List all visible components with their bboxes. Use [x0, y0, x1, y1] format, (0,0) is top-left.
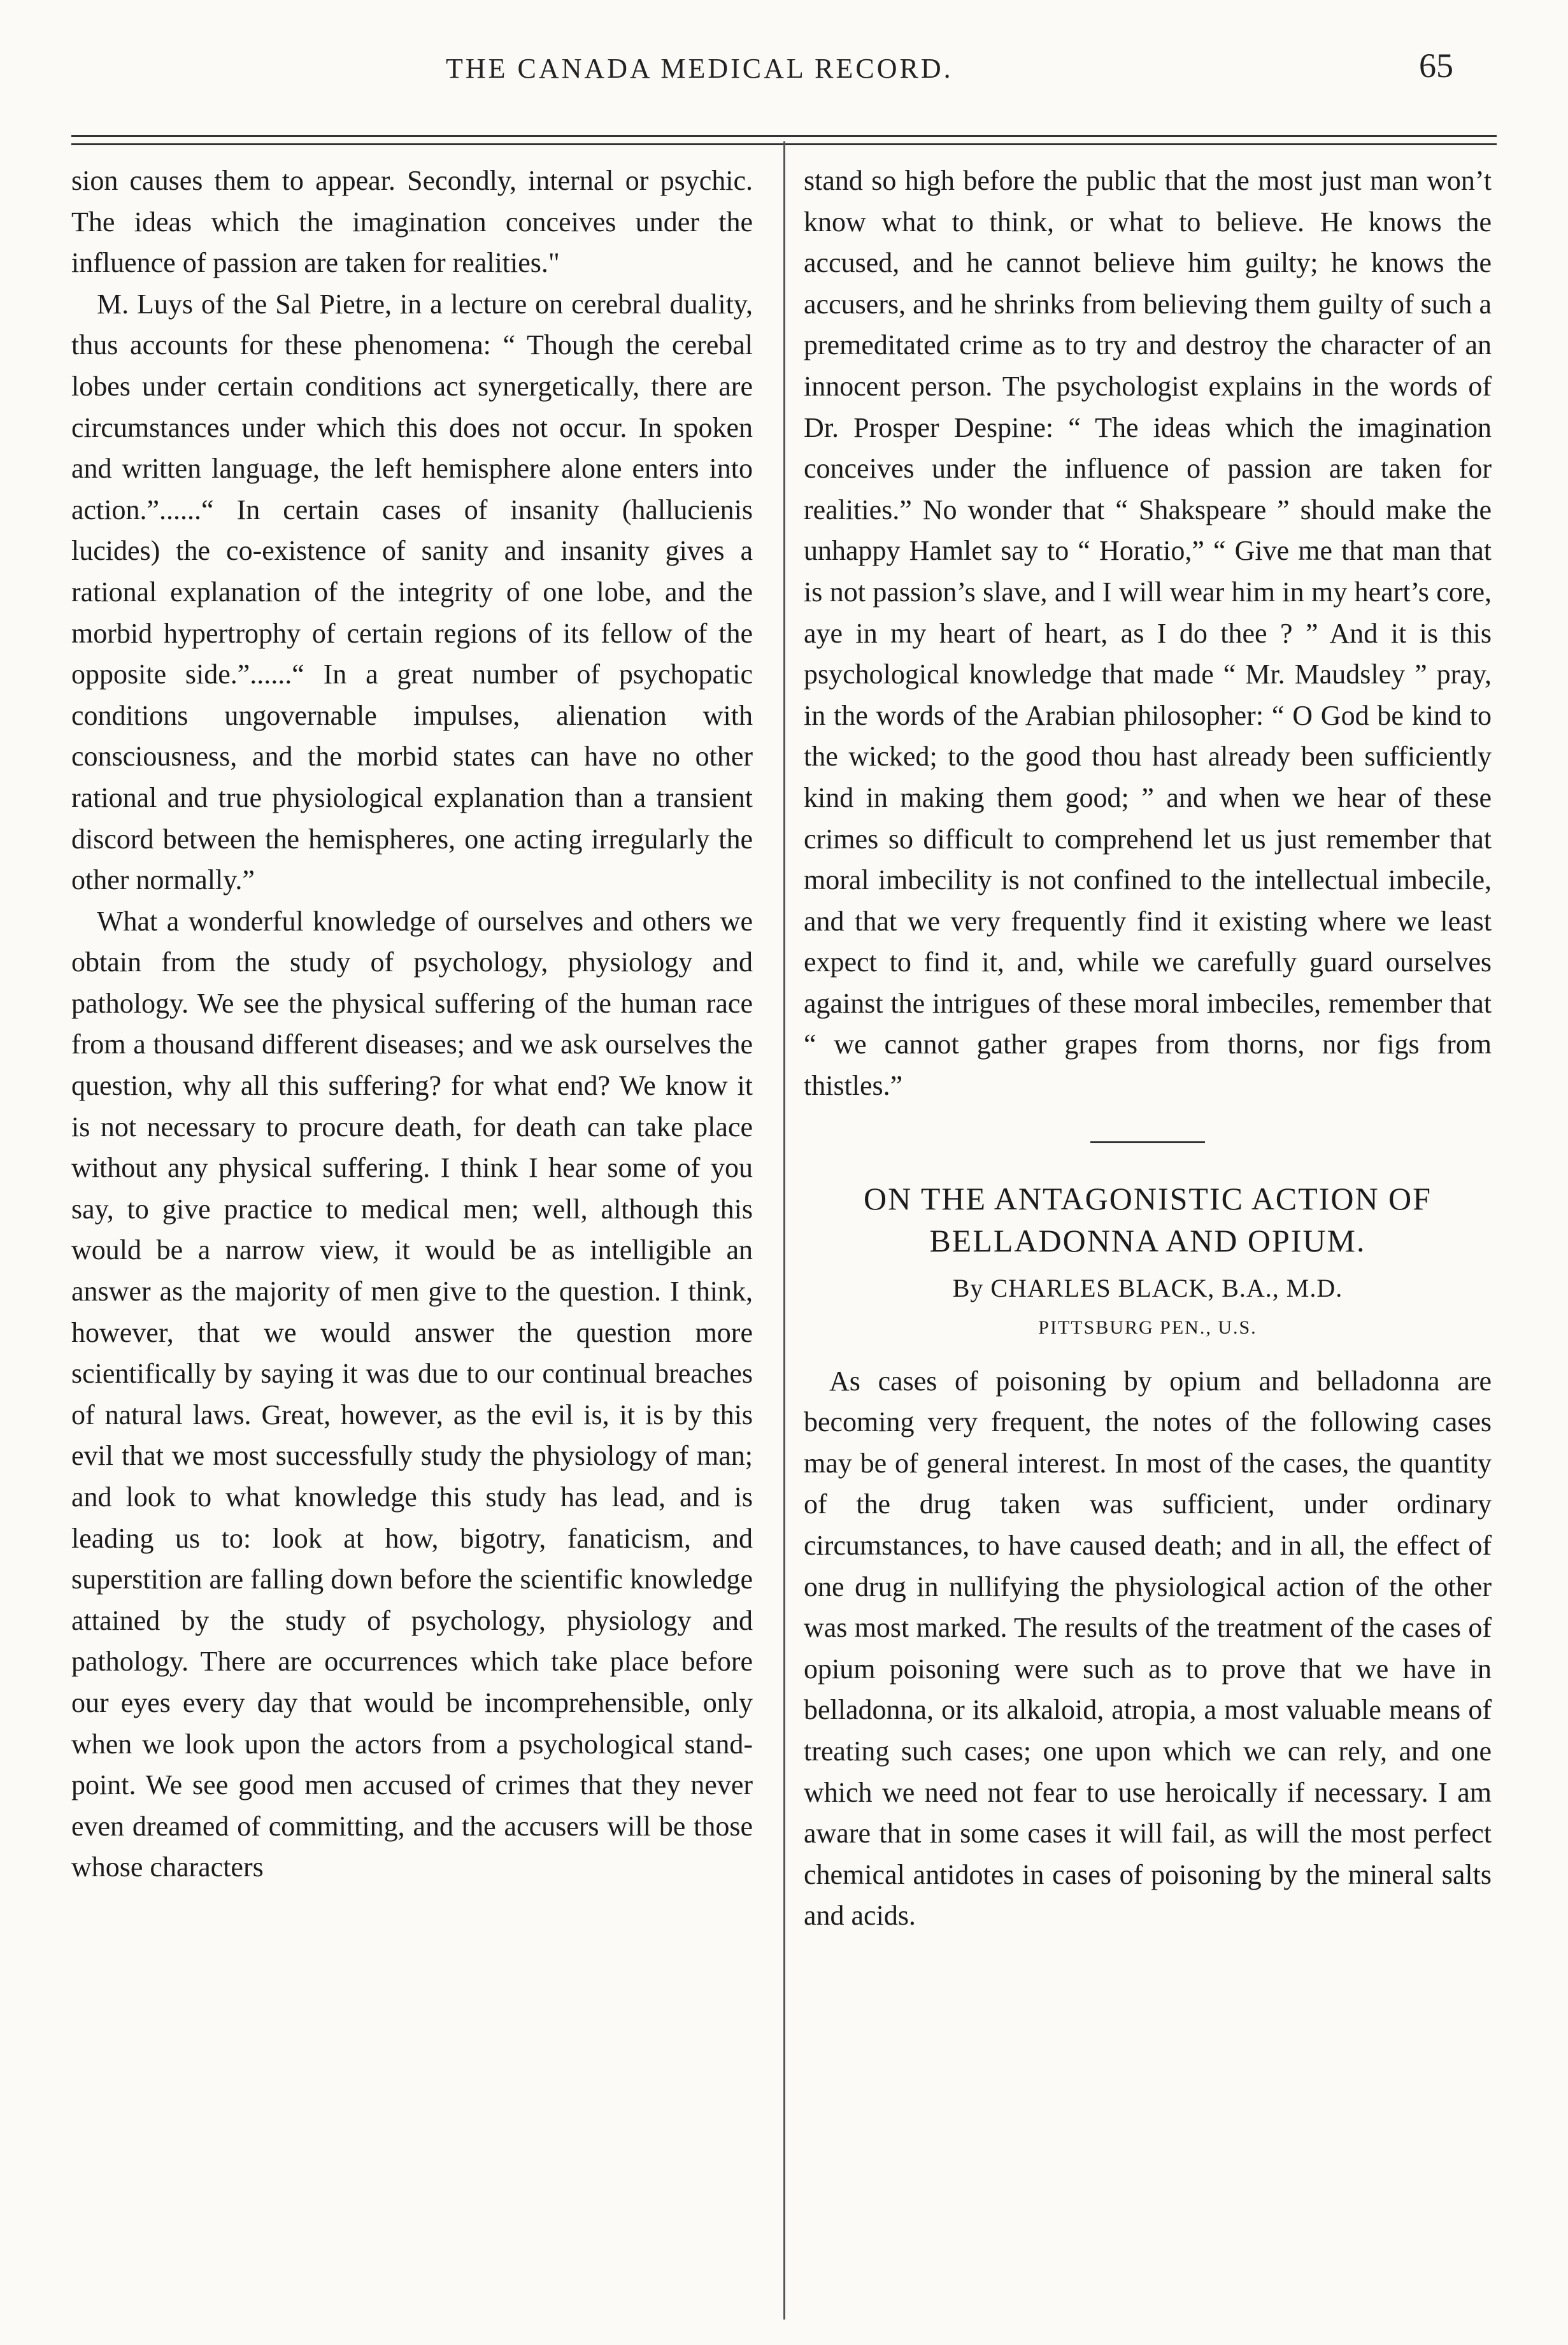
right-paragraph-1: stand so high before the public that the most just man won’t know what to think, or what to believe. He knows the accused, and he cannot believe him guilty; he knows the accusers, and he shrinks from believing them guilty of such a premeditated crime as to try and destroy the character of an innocent person. The psychologist explains in the words of Dr. Prosper Despine: “ The ideas which the imagination conceives under the influence of passion are taken for realities.” No wonder that “ Shakspeare ” should make the unhappy Hamlet say to “ Horatio,” “ Give me that man that is not passion’s slave, and I will wear him in my heart’s core, aye in my heart of heart, as I do thee ? ” And it is this psychological knowledge that made “ Mr. Maudsley ” pray, in the words of the Arabian philosopher: “ O God be kind to the wicked; to the good thou hast already been sufficiently kind in making them good; ” and when we hear of these crimes so difficult to comprehend let us just remember that moral imbecility is not confined to the intellectual imbecile, and that we very frequently find it existing where we least expect to find it, and, while we carefully guard ourselves against the intrigues of these moral imbeciles, remember that “ we cannot gather grapes from thorns, nor figs from thistles.”	[804, 165, 1492, 1102]
article-paragraph-1: As cases of poisoning by opium and belladonna are becoming very frequent, the notes of the following cases may be of general interest. In most of the cases, the quantity of the drug taken was sufficient, under ordinary circumstances, to have caused death; and in all, the effect of one drug in nullifying the physiological action of the other was most marked. The results of the treatment of the cases of opium poisoning were such as to prove that we have in belladonna, or its alkaloid, atropia, a most valuable means of treating such cases; one upon which we can rely, and one which we need not fear to use heroically if necessary. I am aware that in some cases it will fail, as will the most perfect chemical antidotes in cases of poisoning by the mineral salts and acids.	[804, 1365, 1492, 1932]
left-paragraph-3: What a wonderful knowledge of ourselves and others we obtain from the study of psychology, physiology and pathology. We see the physical suffering of the human race from a thousand different diseases; and we ask ourselves the question, why all this suffering? for what end? We know it is not necessary to procure death, for death can take place without any physical suffering. I think I hear some of you say, to give practice to medical men; well, although this would be a narrow view, it would be as intelligible an answer as the majority of men give to the question. I think, however, that we would answer the question more scientifically by saying it was due to our continual breaches of natural laws. Great, however, as the evil is, it is by this evil that we most successfully study the physiology of man; and look to what knowledge this study has lead, and is leading us to: look at how, bigotry, fanaticism, and superstition are falling down before the scientific knowledge attained by the study of psychology, physiology and pathology. There are occurrences which take place before our eyes every day that would be incomprehensible, only when we look upon the actors from a psychological stand-point. We see good men accused of crimes that they never even dreamed of committing, and the accusers will be those whose characters	[71, 905, 753, 1883]
article-title	[804, 1178, 1492, 1262]
left-paragraph-1: sion causes them to appear. Secondly, internal or psychic. The ideas which the imagination conceives under the influence of passion are taken for realities."	[71, 165, 753, 279]
page-number: 65	[1419, 46, 1453, 85]
article-separator-rule	[1090, 1141, 1205, 1143]
right-column	[804, 160, 1492, 1937]
left-column	[71, 160, 753, 1888]
left-paragraph-2: M. Luys of the Sal Pietre, in a lecture on cerebral duality, thus accounts for these phenomena: “ Though the cerebal lobes under certain conditions act synergetically, there are circumstances under which this does not occur. In spoken and written language, the left hemisphere alone enters into action.”......“ In certain cases of insanity (hallucienis lucides) the co-existence of sanity and insanity gives a rational explanation of the integrity of one lobe, and the morbid hypertrophy of certain regions of its fellow of the opposite side.”......“ In a great number of psychopatic conditions ungovernable impulses, alienation with consciousness, and the morbid states can have no other rational and true physiological explanation than a transient discord between the hemispheres, one acting irregularly the other normally.”	[71, 288, 753, 896]
running-title: THE CANADA MEDICAL RECORD.	[446, 53, 953, 84]
article-byline: By CHARLES BLACK, B.A., M.D.	[952, 1273, 1343, 1302]
article-affiliation: PITTSBURG PEN., U.S.	[1038, 1316, 1257, 1338]
article-title-line-1: ON THE ANTAGONISTIC ACTION OF	[864, 1180, 1432, 1216]
article-title-line-2: BELLADONNA AND OPIUM.	[929, 1222, 1366, 1258]
column-divider	[783, 141, 785, 2320]
